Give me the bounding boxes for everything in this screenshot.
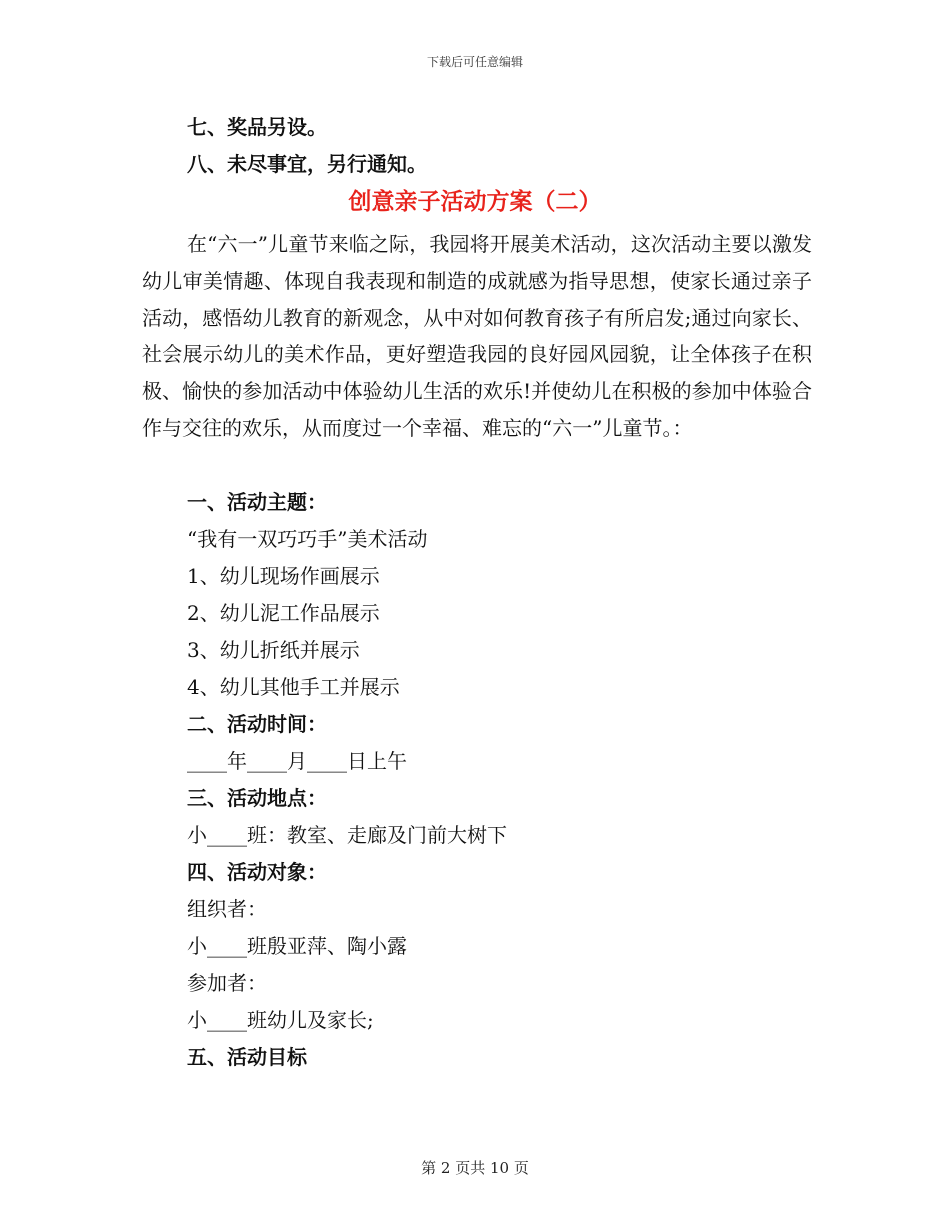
section-4-heading: 四、活动对象： (187, 860, 327, 884)
list-item: 4、幼儿其他手工并展示 (187, 675, 400, 699)
section-3-place: 小____班：教室、走廊及门前大树下 (187, 823, 507, 847)
page-footer: 第 2 页共 10 页 (421, 1159, 529, 1177)
participant-names: 小____班幼儿及家长; (187, 1008, 374, 1032)
organizer-label: 组织者： (187, 897, 267, 921)
section-3-heading: 三、活动地点： (187, 786, 327, 810)
section-2-heading: 二、活动时间： (187, 712, 327, 736)
participant-label: 参加者： (187, 971, 267, 995)
intro-paragraph: 在“六一”儿童节来临之际，我园将开展美术活动，这次活动主要以激发幼儿审美情趣、体现自我表现和制造的成就感为指导思想，使家长通过亲子活动，感悟幼儿教育的新观念，从中对如何教育孩子有所启发;通过向家长、社会展示幼儿的美术作品，更好塑造我园的良好园风园貌，让全体孩子在积极、愉快的参加活动中体验幼儿生活的欢乐!并使幼儿在积极的参加中体验合作与交往的欢乐，从而度过一个幸福、难忘的“六一”儿童节。： (142, 232, 812, 440)
page-header: 下载后可任意编辑 (426, 55, 523, 69)
document-title: 创意亲子活动方案（二） (348, 188, 602, 215)
section-1-theme: “我有一双巧巧手”美术活动 (187, 527, 428, 551)
section-1-heading: 一、活动主题： (187, 490, 327, 514)
item-seven: 七、奖品另设。 (187, 115, 327, 139)
list-item: 3、幼儿折纸并展示 (187, 638, 360, 662)
section-2-time: ____年____月____日上午 (187, 749, 407, 773)
list-item: 1、幼儿现场作画展示 (187, 564, 380, 588)
organizer-names: 小____班殷亚萍、陶小露 (187, 934, 407, 958)
item-eight: 八、未尽事宜，另行通知。 (187, 152, 427, 176)
section-5-heading: 五、活动目标 (187, 1045, 307, 1069)
list-item: 2、幼儿泥工作品展示 (187, 601, 380, 625)
